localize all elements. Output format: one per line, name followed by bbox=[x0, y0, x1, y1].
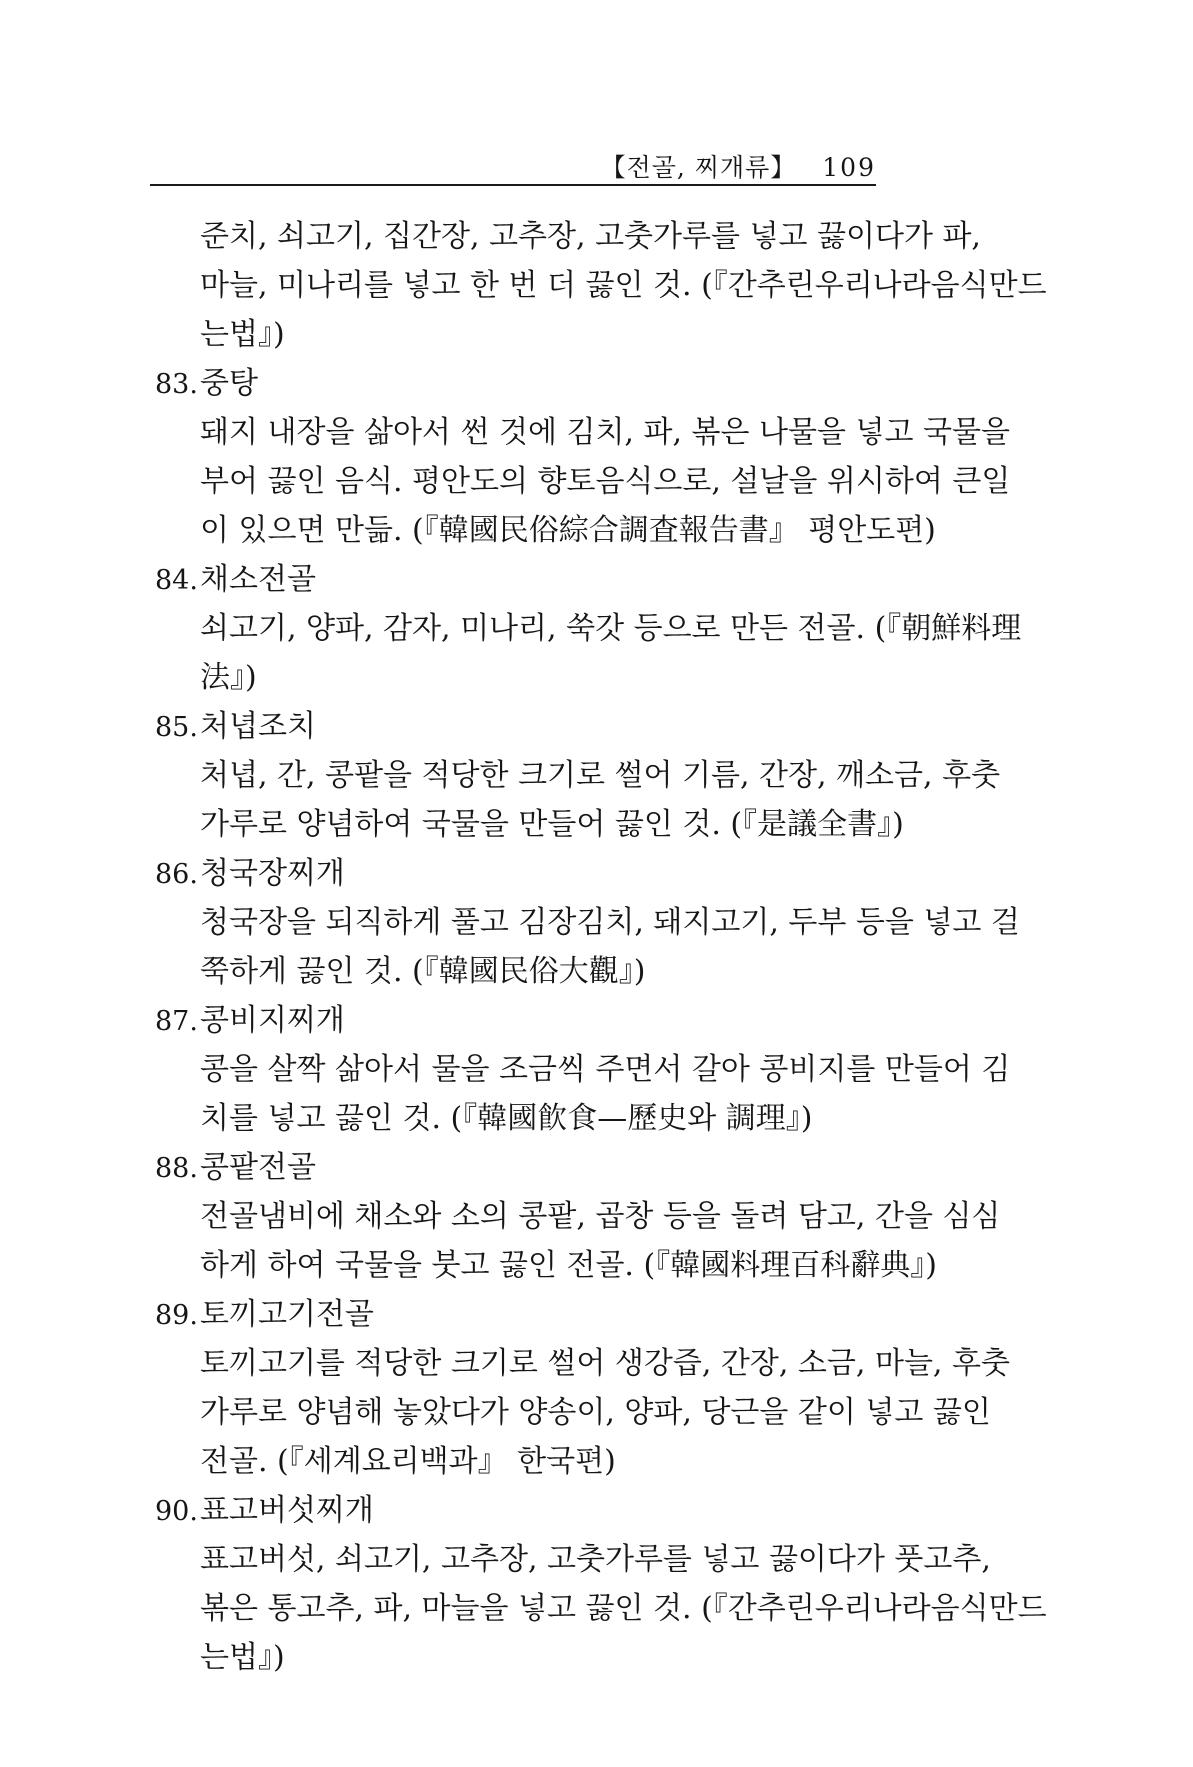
entry-number: 84. bbox=[155, 565, 198, 596]
text-line: 하게 하여 국물을 붓고 끓인 전골. (『韓國料理百科辭典』) bbox=[200, 1248, 937, 1283]
text-line: 가루로 양념해 놓았다가 양송이, 양파, 당근을 같이 넣고 끓인 bbox=[200, 1395, 991, 1430]
entry-title: 표고버섯찌개 bbox=[200, 1493, 374, 1528]
entry-heading bbox=[155, 1290, 875, 1339]
text-line: 法』) bbox=[200, 660, 257, 695]
text-line: 는법』) bbox=[200, 317, 285, 352]
entry-number: 85. bbox=[155, 712, 198, 743]
entry-title: 청국장찌개 bbox=[200, 856, 345, 891]
section-title: 【전골, 찌개류】 bbox=[600, 153, 797, 182]
entry-number: 88. bbox=[155, 1153, 198, 1184]
entry-number: 87. bbox=[155, 1006, 198, 1037]
text-line: 는법』) bbox=[200, 1640, 285, 1675]
header-text bbox=[601, 148, 876, 184]
text-line: 가루로 양념하여 국물을 만들어 끓인 것. (『是議全書』) bbox=[200, 807, 904, 842]
page-number: 109 bbox=[822, 153, 876, 182]
entry-heading bbox=[155, 359, 875, 408]
entry-heading bbox=[155, 996, 875, 1045]
entry-heading bbox=[155, 1143, 875, 1192]
entry-title: 채소전골 bbox=[200, 562, 316, 597]
text-line: 처녑, 간, 콩팥을 적당한 크기로 썰어 기름, 간장, 깨소금, 후춧 bbox=[200, 758, 1001, 793]
text-line: 치를 넣고 끓인 것. (『韓國飮食—歷史와 調理』) bbox=[200, 1101, 813, 1136]
entry-number: 83. bbox=[155, 369, 198, 400]
entry-heading bbox=[155, 1486, 875, 1535]
entry-title: 콩팥전골 bbox=[200, 1150, 316, 1185]
text-line: 볶은 통고추, 파, 마늘을 넣고 끓인 것. (『간추린우리나라음식만드 bbox=[200, 1591, 1047, 1626]
text-line: 콩을 살짝 삶아서 물을 조금씩 주면서 갈아 콩비지를 만들어 김 bbox=[200, 1052, 1011, 1087]
text-line: 청국장을 되직하게 풀고 김장김치, 돼지고기, 두부 등을 넣고 걸 bbox=[200, 905, 1020, 940]
entry-title: 콩비지찌개 bbox=[200, 1003, 345, 1038]
text-line: 준치, 쇠고기, 집간장, 고추장, 고춧가루를 넣고 끓이다가 파, bbox=[200, 219, 981, 254]
text-line: 마늘, 미나리를 넣고 한 번 더 끓인 것. (『간추린우리나라음식만드 bbox=[200, 268, 1047, 303]
page-body bbox=[155, 212, 1047, 1682]
text-line: 쇠고기, 양파, 감자, 미나리, 쑥갓 등으로 만든 전골. (『朝鮮料理 bbox=[200, 611, 1022, 646]
entry-number: 86. bbox=[155, 859, 198, 890]
entry-number: 89. bbox=[155, 1300, 198, 1331]
entry-title: 토끼고기전골 bbox=[200, 1297, 374, 1332]
text-line: 전골. (『세계요리백과』 한국편) bbox=[200, 1444, 616, 1479]
entry-heading bbox=[155, 849, 875, 898]
entry-number: 90. bbox=[155, 1496, 198, 1527]
text-line: 돼지 내장을 삶아서 썬 것에 김치, 파, 볶은 나물을 넣고 국물을 bbox=[200, 415, 1010, 450]
text-line: 이 있으면 만듦. (『韓國民俗綜合調査報告書』 평안도편) bbox=[200, 513, 936, 548]
header-rule bbox=[150, 184, 876, 186]
entry-heading bbox=[155, 555, 875, 604]
text-line: 쭉하게 끓인 것. (『韓國民俗大觀』) bbox=[200, 954, 646, 989]
entry-title: 처녑조치 bbox=[200, 709, 316, 744]
running-header bbox=[150, 148, 876, 188]
entry-title: 중탕 bbox=[200, 366, 258, 401]
text-line: 토끼고기를 적당한 크기로 썰어 생강즙, 간장, 소금, 마늘, 후춧 bbox=[200, 1346, 1010, 1381]
text-line: 전골냄비에 채소와 소의 콩팥, 곱창 등을 돌려 담고, 간을 심심 bbox=[200, 1199, 1001, 1234]
text-line: 부어 끓인 음식. 평안도의 향토음식으로, 설날을 위시하여 큰일 bbox=[200, 464, 1011, 499]
entry-heading bbox=[155, 702, 875, 751]
text-line: 표고버섯, 쇠고기, 고추장, 고춧가루를 넣고 끓이다가 풋고추, bbox=[200, 1542, 991, 1577]
